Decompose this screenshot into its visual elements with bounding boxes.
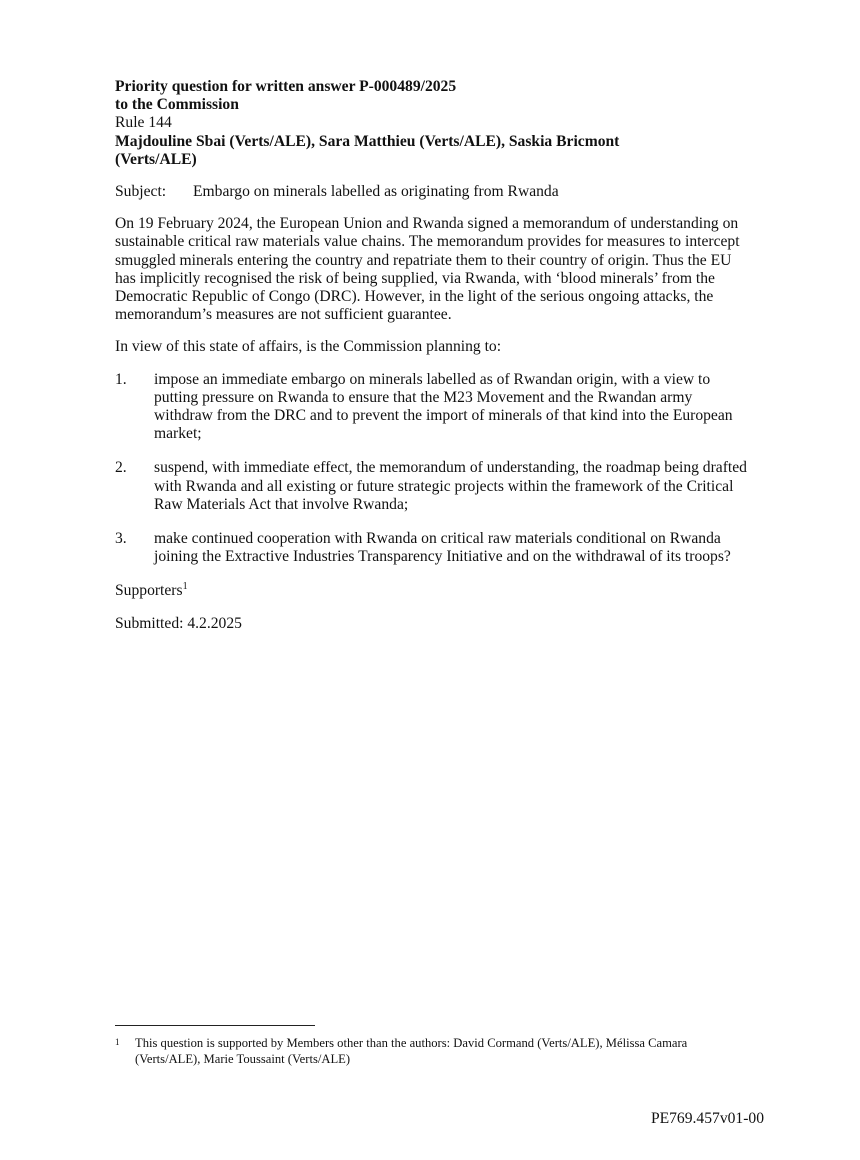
list-item <box>115 459 755 514</box>
footnote-mark: 1 <box>115 1037 120 1047</box>
question-list <box>115 371 755 567</box>
footnote <box>115 1036 755 1068</box>
supporters-line <box>115 582 755 600</box>
list-number: 3. <box>115 530 127 548</box>
footnote-reference[interactable]: 1 <box>182 581 188 593</box>
list-item <box>115 530 755 566</box>
subject-text: Embargo on minerals labelled as originating from Rwanda <box>193 183 559 201</box>
submitted-date: Submitted: 4.2.2025 <box>115 614 242 632</box>
document-reference: PE769.457v01-00 <box>650 1110 764 1127</box>
rule-reference: Rule 144 <box>115 114 172 132</box>
intro-paragraph: On 19 February 2024, the European Union and Rwanda signed a memorandum of understanding on sustainable critical raw materials value chains. The memorandum provides for measures to intercept smuggled minerals entering the country and repatriate them to their country of origin. Thus the EU has implicitly recognised the risk of being supplied, via Rwanda, with ‘blood minerals’ from the Democratic Republic of Congo (DRC). However, in the light of the serious ongoing attacks, the memorandum’s measures are not sufficient guarantee. <box>115 215 740 324</box>
authors-line-2: (Verts/ALE) <box>115 150 197 168</box>
footnote-text: This question is supported by Members other than the authors: David Cormand (Verts/ALE), Mélissa Camara (Verts/ALE), Marie Toussaint (Verts/ALE) <box>135 1036 688 1066</box>
list-text: make continued cooperation with Rwanda on critical raw materials conditional on Rwanda joining the Extractive Industries Transparency Initiative and on the withdrawal of its troops? <box>154 530 731 566</box>
addressee: to the Commission <box>115 96 239 114</box>
subject-row <box>115 183 755 201</box>
subject-label: Subject: <box>115 183 167 201</box>
question-lead: In view of this state of affairs, is the Commission planning to: <box>115 338 502 356</box>
document-content <box>115 78 755 633</box>
supporters-label: Supporters <box>115 582 183 600</box>
list-item <box>115 371 755 444</box>
authors-line-1: Majdouline Sbai (Verts/ALE), Sara Matthieu (Verts/ALE), Saskia Bricmont <box>115 132 620 150</box>
question-title: Priority question for written answer P-000489/2025 <box>115 78 457 95</box>
list-text: impose an immediate embargo on minerals labelled as of Rwandan origin, with a view to putting pressure on Rwanda to ensure that the M23 Movement and the Rwandan army withdraw from the DRC and to prevent the import of minerals of that kind into the European market; <box>154 370 733 443</box>
list-number: 1. <box>115 370 127 388</box>
footnote-divider <box>115 1025 315 1026</box>
list-number: 2. <box>115 459 127 477</box>
list-text: suspend, with immediate effect, the memorandum of understanding, the roadmap being drafted with Rwanda and all existing or future strategic projects within the framework of the Critical Raw Materials Act that involve Rwanda; <box>154 459 747 513</box>
